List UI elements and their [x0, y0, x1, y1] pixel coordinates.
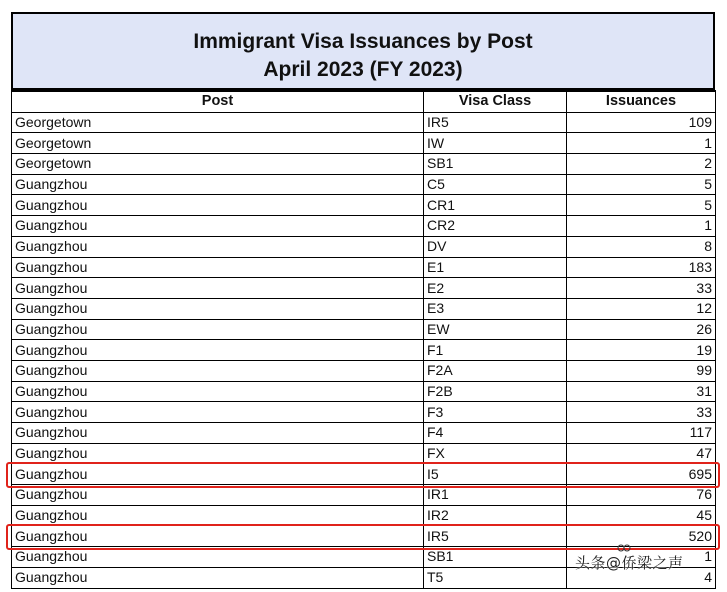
cell-visa-class: IR1	[424, 485, 567, 506]
cell-visa-class: F4	[424, 423, 567, 444]
cell-post: Guangzhou	[12, 174, 424, 195]
cell-visa-class: CR1	[424, 195, 567, 216]
column-header-visa-class: Visa Class	[424, 91, 567, 112]
cell-post: Guangzhou	[12, 340, 424, 361]
cell-visa-class: C5	[424, 174, 567, 195]
cell-issuances: 8	[567, 236, 716, 257]
cell-post: Guangzhou	[12, 485, 424, 506]
table-row	[12, 216, 716, 237]
cell-visa-class: T5	[424, 567, 567, 588]
cell-post: Guangzhou	[12, 402, 424, 423]
cell-visa-class: FX	[424, 443, 567, 464]
table-row	[12, 154, 716, 175]
report-title: Immigrant Visa Issuances by Post	[193, 30, 533, 53]
cell-post: Guangzhou	[12, 381, 424, 402]
cell-post: Guangzhou	[12, 278, 424, 299]
cell-post: Georgetown	[12, 133, 424, 154]
cell-post: Guangzhou	[12, 567, 424, 588]
cell-post: Guangzhou	[12, 216, 424, 237]
cell-issuances: 109	[567, 112, 716, 133]
cell-post: Georgetown	[12, 112, 424, 133]
cell-visa-class: IW	[424, 133, 567, 154]
cell-post: Guangzhou	[12, 505, 424, 526]
cell-visa-class: IR5	[424, 526, 567, 547]
cell-visa-class: CR2	[424, 216, 567, 237]
cell-visa-class: SB1	[424, 547, 567, 568]
table-row	[12, 381, 716, 402]
table-row	[12, 505, 716, 526]
cell-visa-class: F1	[424, 340, 567, 361]
table-row	[12, 423, 716, 444]
cell-post: Guangzhou	[12, 360, 424, 381]
cell-issuances: 99	[567, 360, 716, 381]
cell-visa-class: I5	[424, 464, 567, 485]
table-row	[12, 133, 716, 154]
table-row	[12, 485, 716, 506]
watermark-text: 头条@侨梁之声	[575, 554, 684, 572]
cell-issuances: 520	[567, 526, 716, 547]
table-row	[12, 464, 716, 485]
cell-post: Guangzhou	[12, 195, 424, 216]
table-header-row	[12, 91, 716, 112]
cell-issuances: 33	[567, 278, 716, 299]
table-row	[12, 278, 716, 299]
table-body	[12, 112, 716, 588]
cell-issuances: 31	[567, 381, 716, 402]
column-header-issuances: Issuances	[567, 91, 716, 112]
cell-issuances: 117	[567, 423, 716, 444]
table-row	[12, 174, 716, 195]
table-row	[12, 319, 716, 340]
cell-post: Guangzhou	[12, 443, 424, 464]
cell-visa-class: F2B	[424, 381, 567, 402]
cell-post: Guangzhou	[12, 423, 424, 444]
issuances-table	[11, 90, 716, 589]
cell-issuances: 1	[567, 216, 716, 237]
table-row	[12, 360, 716, 381]
cell-issuances: 19	[567, 340, 716, 361]
cell-visa-class: EW	[424, 319, 567, 340]
cell-post: Guangzhou	[12, 236, 424, 257]
cell-post: Guangzhou	[12, 464, 424, 485]
cell-visa-class: F3	[424, 402, 567, 423]
cell-visa-class: F2A	[424, 360, 567, 381]
report-title-box	[11, 12, 715, 90]
cell-post: Georgetown	[12, 154, 424, 175]
cell-issuances: 2	[567, 154, 716, 175]
table-row	[12, 526, 716, 547]
cell-visa-class: IR5	[424, 112, 567, 133]
cell-post: Guangzhou	[12, 526, 424, 547]
cell-issuances: 5	[567, 174, 716, 195]
cell-issuances: 26	[567, 319, 716, 340]
cell-issuances: 12	[567, 298, 716, 319]
cell-issuances: 1	[567, 547, 716, 568]
table-row	[12, 257, 716, 278]
cell-issuances: 47	[567, 443, 716, 464]
table-row	[12, 340, 716, 361]
cell-issuances: 1	[567, 133, 716, 154]
cell-post: Guangzhou	[12, 257, 424, 278]
cell-visa-class: SB1	[424, 154, 567, 175]
cell-visa-class: E1	[424, 257, 567, 278]
cell-issuances: 183	[567, 257, 716, 278]
report-sheet	[11, 12, 715, 589]
table-row	[12, 112, 716, 133]
cell-issuances: 45	[567, 505, 716, 526]
cell-visa-class: IR2	[424, 505, 567, 526]
cell-issuances: 5	[567, 195, 716, 216]
table-row	[12, 402, 716, 423]
table-row	[12, 236, 716, 257]
cell-post: Guangzhou	[12, 319, 424, 340]
cell-issuances: 695	[567, 464, 716, 485]
cell-post: Guangzhou	[12, 298, 424, 319]
cell-visa-class: E2	[424, 278, 567, 299]
cell-visa-class: DV	[424, 236, 567, 257]
table-row	[12, 195, 716, 216]
report-subtitle: April 2023 (FY 2023)	[263, 58, 463, 81]
table-row	[12, 443, 716, 464]
cell-issuances: 4	[567, 567, 716, 588]
cell-post: Guangzhou	[12, 547, 424, 568]
cell-issuances: 76	[567, 485, 716, 506]
cell-visa-class: E3	[424, 298, 567, 319]
cell-issuances: 33	[567, 402, 716, 423]
column-header-post: Post	[12, 91, 424, 112]
table-row	[12, 298, 716, 319]
